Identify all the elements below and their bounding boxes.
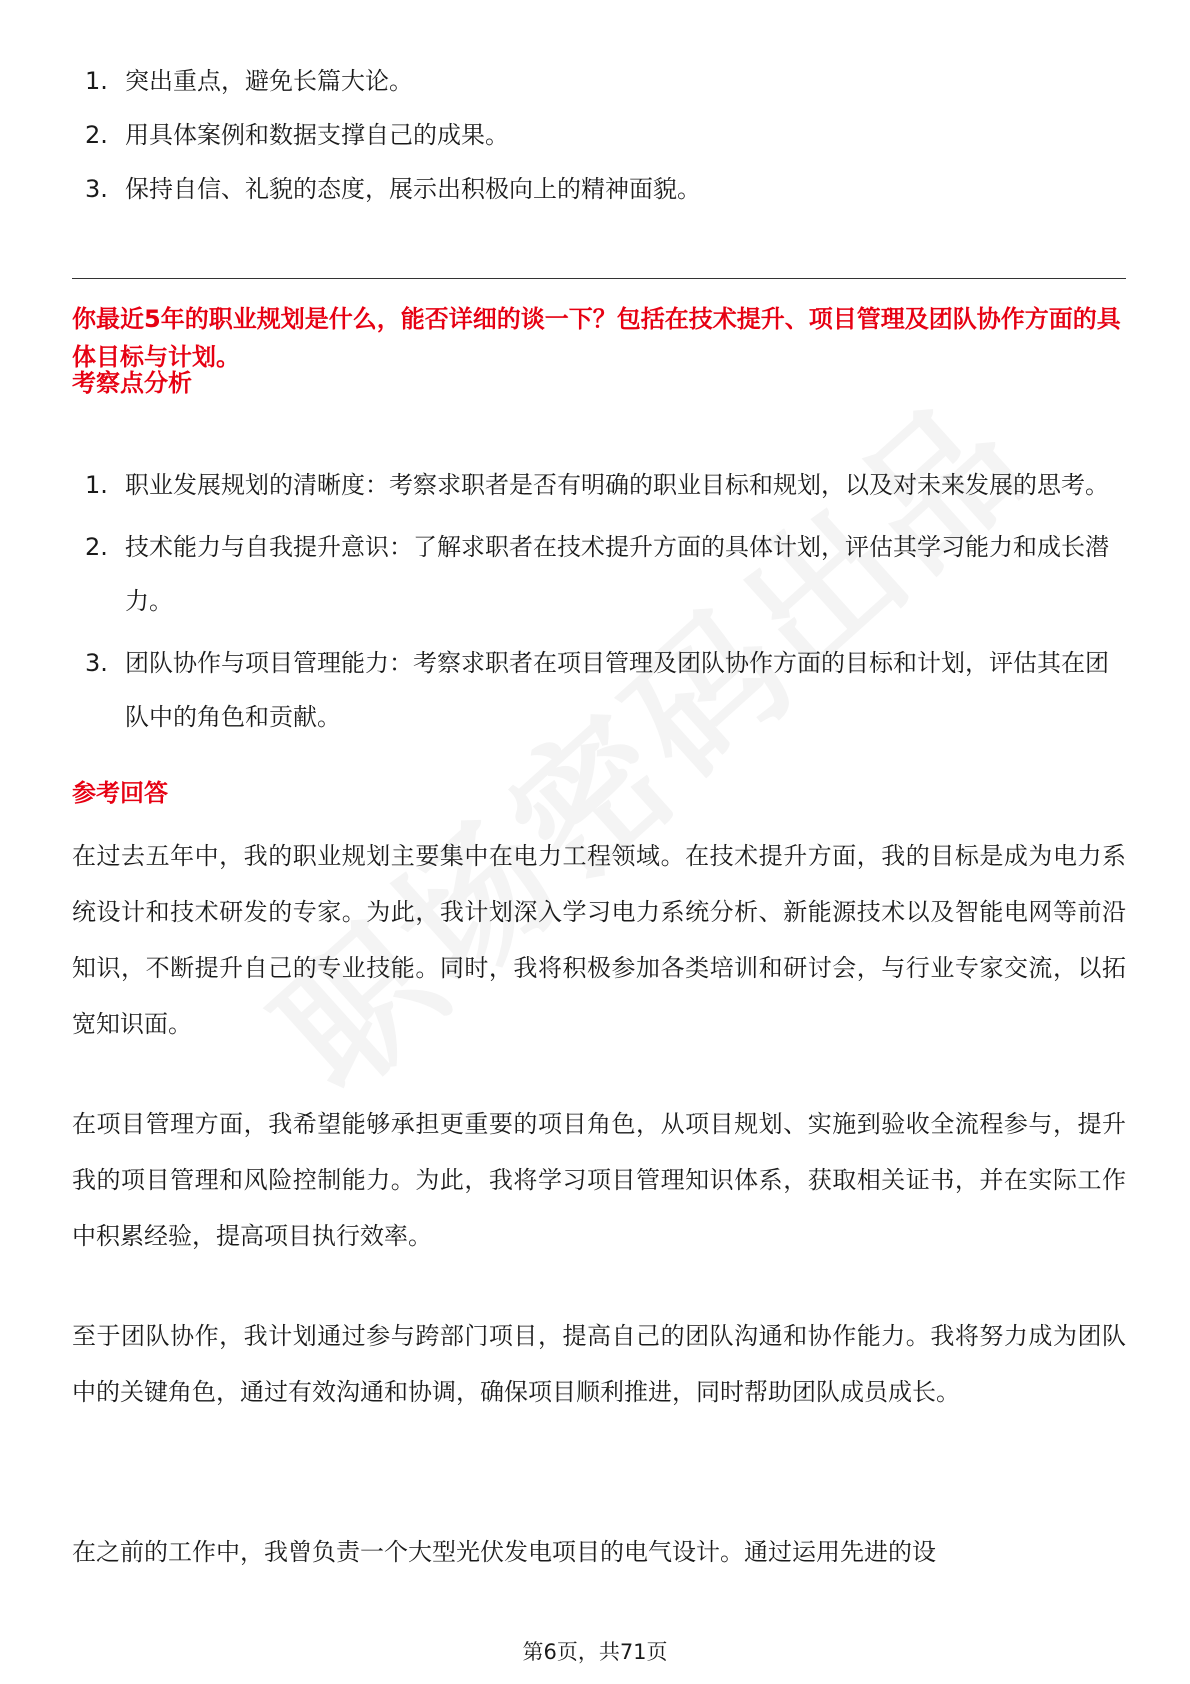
- answer-paragraph: 在过去五年中，我的职业规划主要集中在电力工程领域。在技术提升方面，我的目标是成为电力系统设计和技术研发的专家。为此，我计划深入学习电力系统分析、新能源技术以及智能电网等前沿知识，不断提升自己的专业技能。同时，我将积极参加各类培训和研讨会，与行业专家交流，以拓宽知识面。: [72, 842, 1126, 1038]
- page-footer: 第6页，共71页: [522, 1640, 668, 1664]
- list-number: 3.: [85, 649, 108, 677]
- analysis-heading: 考察点分析: [72, 369, 192, 397]
- list-item: [85, 520, 1125, 628]
- answer-paragraph: 在之前的工作中，我曾负责一个大型光伏发电项目的电气设计。通过运用先进的设: [72, 1538, 936, 1566]
- list-text: 职业发展规划的清晰度：考察求职者是否有明确的职业目标和规划，以及对未来发展的思考。: [125, 471, 1109, 499]
- list-text: 团队协作与项目管理能力：考察求职者在项目管理及团队协作方面的目标和计划，评估其在团队中的角色和贡献。: [125, 649, 1109, 731]
- list-item: [85, 54, 1105, 108]
- list-text: 技术能力与自我提升意识：了解求职者在技术提升方面的具体计划，评估其学习能力和成长潜力。: [125, 533, 1109, 615]
- list-item: [85, 636, 1125, 744]
- answer-heading: 参考回答: [72, 779, 168, 807]
- list-text: 用具体案例和数据支撑自己的成果。: [125, 121, 509, 149]
- list-item: [85, 162, 1105, 216]
- section-divider: [72, 278, 1126, 279]
- answer-paragraph: 在项目管理方面，我希望能够承担更重要的项目角色，从项目规划、实施到验收全流程参与，提升我的项目管理和风险控制能力。为此，我将学习项目管理知识体系，获取相关证书，并在实际工作中积累经验，提高项目执行效率。: [72, 1110, 1126, 1250]
- list-number: 1.: [85, 67, 108, 95]
- list-item: [85, 458, 1125, 512]
- answer-paragraph: 至于团队协作，我计划通过参与跨部门项目，提高自己的团队沟通和协作能力。我将努力成为团队中的关键角色，通过有效沟通和协调，确保项目顺利推进，同时帮助团队成员成长。: [72, 1322, 1126, 1406]
- list-text: 保持自信、礼貌的态度，展示出积极向上的精神面貌。: [125, 175, 701, 203]
- analysis-list: [85, 458, 1125, 752]
- list-number: 2.: [85, 121, 108, 149]
- tips-list: [85, 54, 1105, 216]
- interview-question: 你最近5年的职业规划是什么，能否详细的谈一下？包括在技术提升、项目管理及团队协作方面的具体目标与计划。: [72, 305, 1121, 371]
- list-number: 3.: [85, 175, 108, 203]
- list-item: [85, 108, 1105, 162]
- list-text: 突出重点，避免长篇大论。: [125, 67, 413, 95]
- list-number: 1.: [85, 471, 108, 499]
- list-number: 2.: [85, 533, 108, 561]
